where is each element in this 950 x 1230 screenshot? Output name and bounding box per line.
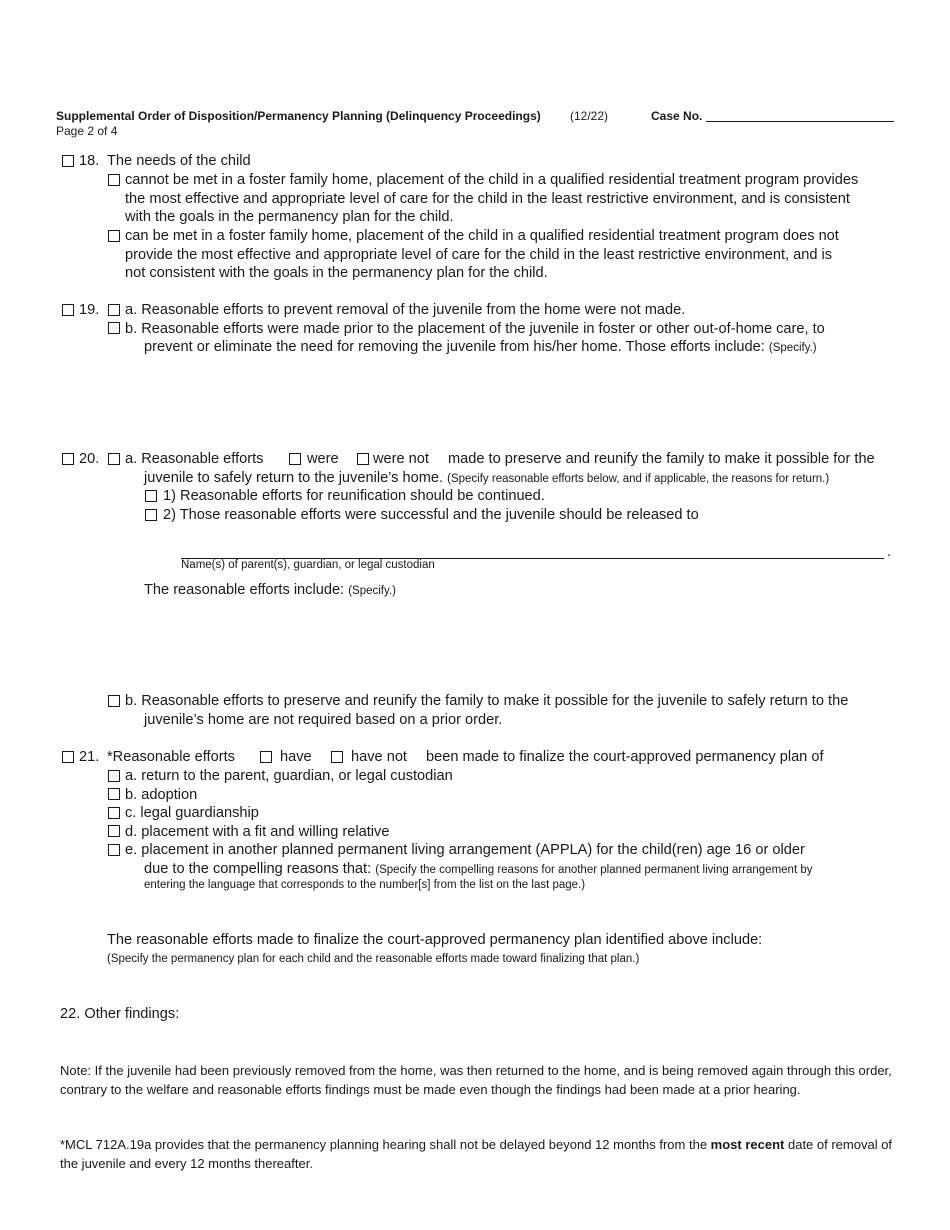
item-21c-text: c. legal guardianship [125,805,259,822]
item-20a-suffix: made to preserve and reunify the family to make it possible for the [448,451,875,467]
form-title: Supplemental Order of Disposition/Permanency Planning (Delinquency Proceedings) [56,109,541,123]
item-20a-prefix: a. Reasonable efforts [125,451,264,467]
note-mcl: *MCL 712A.19a provides that the permanency planning hearing shall not be delayed beyond 12 months from the most recent date of removal of the juvenile and every 12 months thereafter. [60,1137,893,1171]
release-to-period: . [887,544,892,560]
item-21-prefix: *Reasonable efforts [107,749,235,765]
item-21-have-checkbox[interactable] [260,751,272,763]
item-19a-text: a. Reasonable efforts to prevent removal of the juvenile from the home were not made. [125,302,686,318]
item-21e-small-line2: entering the language that corresponds to the number[s] from the list on the last page.) [144,879,586,891]
item-21-have-not-label: have not [351,749,407,765]
note-removal: Note: If the juvenile had been previously removed from the home, was then returned to the home, and is being removed again through this order, contrary to the welfare and reasonable efforts findings must be made even though the findings had been made at a prior hearing. [60,1063,892,1097]
item-21a-text: a. return to the parent, guardian, or legal custodian [125,768,453,784]
item-21-finalize-small: (Specify the permanency plan for each child and the reasonable efforts made toward finalizing that plan.) [107,953,640,965]
item-18-cannot-checkbox[interactable] [108,174,120,186]
item-20a-1-checkbox[interactable] [145,490,157,502]
item-18-cannot-line2: the most effective and appropriate level of care for the child in the least restrictive environment, and is consistent [125,190,850,207]
item-22-other-findings: 22. Other findings: [60,1006,180,1022]
item-18-title: The needs of the child [107,153,251,169]
item-20-include: The reasonable efforts include: (Specify.) [144,582,396,598]
item-20a-were-not-label: were not [373,451,429,467]
item-20a-1-text: 1) Reasonable efforts for reunification should be continued. [163,488,545,504]
item-18-cannot-line3: with the goals in the permanency plan for the child. [125,209,454,226]
item-19-number: 19. [79,302,100,318]
item-18-cannot-line1: cannot be met in a foster family home, placement of the child in a qualified residential treatment program provides [125,172,859,188]
item-19a-checkbox[interactable] [108,304,120,316]
item-18-can-line2: provide the most effective and appropriate level of care for the child in the least restrictive environment, and is [125,246,833,263]
item-19b-line2: prevent or eliminate the need for removing the juvenile from his/her home. Those efforts include: (Specify.) [144,339,817,356]
item-19b-line1: b. Reasonable efforts were made prior to the placement of the juvenile in foster or other out-of-home care, to [125,320,825,337]
item-21-number: 21. [79,749,100,765]
item-21e-line2: due to the compelling reasons that: (Specify the compelling reasons for another planned permanent living arrangement by [144,861,813,877]
item-21e-checkbox[interactable] [108,844,120,856]
item-21b-checkbox[interactable] [108,788,120,800]
item-18-can-line3: not consistent with the goals in the permanency plan for the child. [125,265,548,282]
item-19b-checkbox[interactable] [108,322,120,334]
form-version: (12/22) [570,109,609,123]
item-21d-checkbox[interactable] [108,825,120,837]
item-20a-were-checkbox[interactable] [289,453,301,465]
item-18-can-checkbox[interactable] [108,230,120,242]
item-19-checkbox[interactable] [62,304,74,316]
item-20a-were-not-checkbox[interactable] [357,453,369,465]
item-21-suffix: been made to finalize the court-approved permanency plan of [426,749,824,765]
release-to-caption: Name(s) of parent(s), guardian, or legal custodian [181,559,435,571]
item-18-can-line1: can be met in a foster family home, placement of the child in a qualified residential treatment program does not [125,228,839,244]
item-21d-text: d. placement with a fit and willing relative [125,823,390,840]
item-21-have-label: have [280,749,312,765]
case-number-label: Case No. [651,109,703,123]
item-20a-checkbox[interactable] [108,453,120,465]
item-20-checkbox[interactable] [62,453,74,465]
item-21c-checkbox[interactable] [108,807,120,819]
item-20b-checkbox[interactable] [108,695,120,707]
item-20a-line2: juvenile to safely return to the juvenile’s home. (Specify reasonable efforts below, and if applicable, the reasons for return.) [144,469,830,486]
item-21b-text: b. adoption [125,786,198,803]
item-20b-line2: juvenile’s home are not required based on a prior order. [144,711,503,728]
item-21-checkbox[interactable] [62,751,74,763]
item-18-checkbox[interactable] [62,155,74,167]
item-20a-2-checkbox[interactable] [145,509,157,521]
item-21-finalize: The reasonable efforts made to finalize the court-approved permanency plan identified above include: [107,932,763,948]
item-20a-were-label: were [307,451,339,467]
item-21a-checkbox[interactable] [108,770,120,782]
item-20a-2-text: 2) Those reasonable efforts were successful and the juvenile should be released to [163,507,699,523]
item-21-have-not-checkbox[interactable] [331,751,343,763]
page-number: Page 2 of 4 [56,124,118,138]
item-18-number: 18. [79,153,100,169]
item-21e-text: e. placement in another planned permanent living arrangement (APPLA) for the child(ren) age 16 or older [125,842,805,859]
item-20-number: 20. [79,451,100,467]
case-number-field[interactable] [706,121,894,122]
item-20b-line1: b. Reasonable efforts to preserve and reunify the family to make it possible for the juvenile to safely return to the [125,693,849,709]
